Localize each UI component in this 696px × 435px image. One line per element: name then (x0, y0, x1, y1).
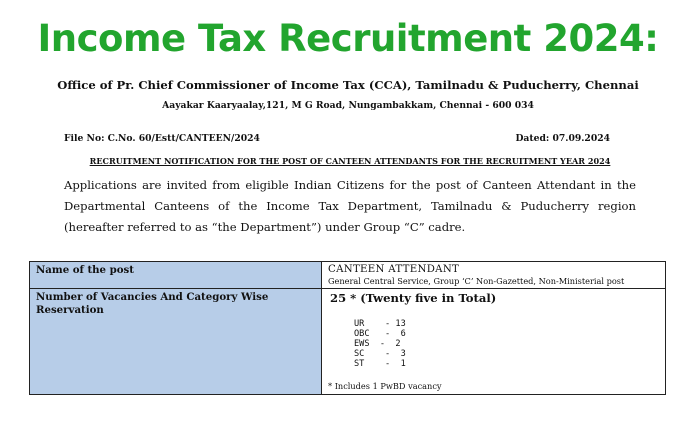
notice-date: Dated: 07.09.2024 (515, 133, 610, 144)
notice-subject: RECRUITMENT NOTIFICATION FOR THE POST OF CANTEEN ATTENDANTS FOR THE RECRUITMENT YEAR 2024 (89, 156, 611, 166)
table-row (30, 262, 666, 289)
category-ews: EWS - 2 (354, 339, 401, 349)
post-classification: General Central Service, Group ‘C’ Non-Gazetted, Non-Ministerial post (328, 276, 625, 286)
vacancies-label: Number of Vacancies And Category Wise Reservation (30, 289, 322, 395)
vacancy-total: 25 * (Twenty five in Total) (330, 291, 497, 305)
category-sc: SC - 3 (354, 349, 406, 359)
pwbd-note: * Includes 1 PwBD vacancy (328, 381, 442, 391)
file-number: File No: C.No. 60/Estt/CANTEEN/2024 (64, 133, 260, 144)
category-list (354, 319, 659, 369)
category-st: ST - 1 (354, 359, 406, 369)
table-row (30, 289, 666, 395)
category-ur: UR - 13 (354, 319, 406, 329)
post-name-cell (322, 262, 666, 289)
vacancies-cell (322, 289, 666, 395)
page-banner-title: Income Tax Recruitment 2024: (37, 17, 659, 60)
post-name-label: Name of the post (30, 262, 322, 289)
recruitment-details-table (29, 261, 666, 395)
category-obc: OBC - 6 (354, 329, 406, 339)
post-name: CANTEEN ATTENDANT (328, 264, 460, 275)
office-address: Aayakar Kaaryaalay,121, M G Road, Nungambakkam, Chennai - 600 034 (162, 100, 534, 111)
office-heading: Office of Pr. Chief Commissioner of Income Tax (CCA), Tamilnadu & Puducherry, Chennai (57, 78, 639, 92)
intro-paragraph: Applications are invited from eligible Indian Citizens for the post of Canteen Attendant in the Departmental Canteens of the Income Tax Department, Tamilnadu & Puducherry region (hereafter referred to as “the Department”) under Group “C” cadre. (64, 178, 636, 234)
